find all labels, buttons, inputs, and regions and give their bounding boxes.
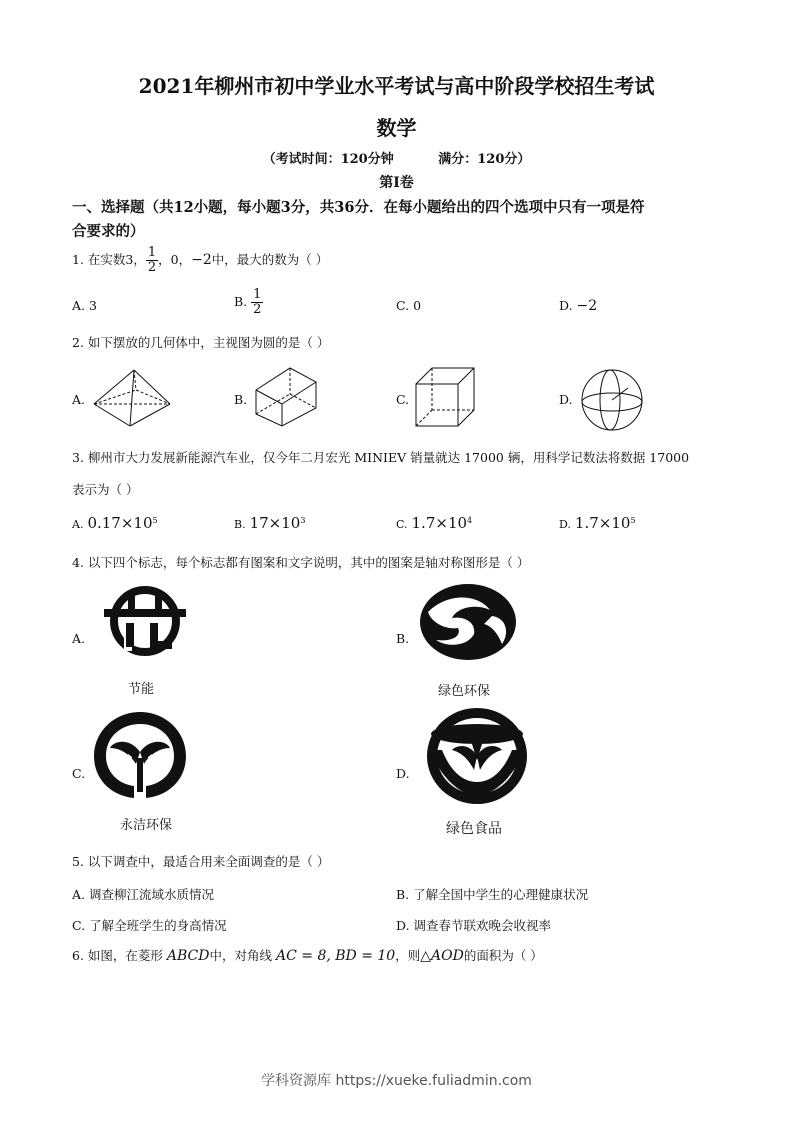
q3-option-b-exp: 3	[300, 515, 306, 525]
exam-score: 满分：120分）	[438, 152, 531, 167]
q6-stem-b: 中，对角线	[209, 948, 273, 963]
q3-option-b-label: B.	[234, 518, 246, 531]
section-line-1: 一、选择题（共12小题，每小题3分，共36分．在每小题给出的四个选项中只有一项是符	[72, 199, 645, 216]
energy-saving-logo-icon	[98, 585, 192, 657]
q2-option-d-label[interactable]: D.	[559, 392, 573, 407]
cube-figure	[414, 366, 476, 428]
q5-option-d[interactable]: D. 调查春节联欢晚会收视率	[396, 918, 552, 933]
q3-option-a-base: 0.17×10	[87, 514, 153, 532]
q1-option-b-label: B.	[234, 294, 248, 309]
footer-watermark: 学科资源库 https://xueke.fuliadmin.com	[261, 1073, 532, 1089]
volume-label: 第Ⅰ卷	[379, 175, 414, 191]
exam-time: （考试时间：120分钟	[262, 152, 394, 167]
q4-caption-d: 绿色食品	[446, 821, 502, 837]
q3-option-d[interactable]	[559, 514, 636, 532]
q2-stem: 2. 如下摆放的几何体中，主视图为圆的是（ ）	[72, 335, 330, 350]
q1-frac-den: 2	[147, 260, 157, 275]
q3-option-c-base: 1.7×10	[411, 514, 468, 532]
green-food-logo-icon	[422, 704, 532, 808]
q1-neg2: −2	[191, 252, 212, 268]
q6-condition: AC = 8, BD = 10	[276, 948, 396, 964]
q1-option-c[interactable]: C. 0	[396, 298, 422, 313]
q5-option-a[interactable]: A. 调查柳江流域水质情况	[72, 887, 214, 902]
q2-option-c-label[interactable]: C.	[396, 392, 410, 407]
q3-option-a[interactable]	[72, 514, 158, 532]
q2-option-b-label[interactable]: B.	[234, 392, 248, 407]
q1-option-d-label: D.	[559, 298, 573, 313]
q2-option-a-label[interactable]: A.	[72, 392, 86, 407]
q1-option-d[interactable]	[559, 298, 597, 314]
q1-option-b-num: 1	[253, 287, 262, 302]
q4-caption-c: 永洁环保	[120, 818, 173, 833]
green-environment-logo-icon	[418, 582, 518, 662]
subject-title: 数学	[376, 116, 417, 140]
section-line-2: 合要求的）	[72, 223, 145, 240]
q4-caption-a: 节能	[128, 682, 155, 697]
q6-stem-d: 的面积为（ ）	[463, 948, 543, 963]
q4-option-d-label[interactable]: D.	[396, 766, 410, 781]
q4-option-b-label[interactable]: B.	[396, 631, 410, 646]
prism-figure	[254, 364, 320, 430]
q3-option-c[interactable]	[396, 514, 472, 532]
q3-stem-line-2: 表示为（ ）	[72, 482, 139, 497]
q3-option-b-base: 17×10	[249, 514, 301, 532]
clean-environment-logo-icon	[90, 708, 190, 808]
pyramid-figure	[92, 368, 174, 432]
q3-option-a-label: A.	[72, 518, 84, 531]
q3-option-c-exp: 4	[467, 515, 473, 525]
q1-frac-num: 1	[147, 245, 157, 260]
q5-option-c[interactable]: C. 了解全班学生的身高情况	[72, 918, 227, 933]
q1-option-a[interactable]: A. 3	[72, 298, 97, 313]
q3-option-a-exp: 5	[152, 515, 158, 525]
q1-stem-a: 1. 在实数3，	[72, 252, 146, 267]
q4-caption-b: 绿色环保	[438, 684, 491, 699]
q3-option-d-label: D.	[559, 518, 571, 531]
q3-option-c-label: C.	[396, 518, 408, 531]
exam-info	[0, 148, 793, 167]
q6-stem	[72, 946, 543, 964]
q5-option-b[interactable]: B. 了解全国中学生的心理健康状况	[396, 887, 589, 902]
q6-triangle: △AOD	[420, 948, 464, 964]
q1-option-b-den: 2	[253, 302, 262, 317]
q6-stem-c: ，则	[395, 948, 421, 963]
q6-stem-a: 6. 如图，在菱形	[72, 948, 163, 963]
q1-option-d-value: −2	[576, 298, 598, 314]
q4-option-c-label[interactable]: C.	[72, 766, 86, 781]
sphere-figure	[580, 368, 644, 432]
q1-stem	[72, 246, 328, 275]
q3-stem-line-1: 3. 柳州市大力发展新能源汽车业，仅今年二月宏光 MINIEV 销量就达 17000 辆，用科学记数法将数据 17000	[72, 450, 690, 465]
q1-option-b-fraction	[251, 288, 263, 317]
q3-option-d-base: 1.7×10	[574, 514, 631, 532]
q4-stem: 4. 以下四个标志，每个标志都有图案和文字说明，其中的图案是轴对称图形是（ ）	[72, 555, 530, 570]
q5-stem: 5. 以下调查中，最适合用来全面调查的是（ ）	[72, 854, 330, 869]
q4-option-a-label[interactable]: A.	[72, 631, 86, 646]
q1-stem-b: ，0，	[158, 252, 192, 267]
exam-title: 2021年柳州市初中学业水平考试与高中阶段学校招生考试	[138, 74, 655, 98]
section-heading	[72, 196, 732, 244]
q1-fraction	[146, 246, 158, 275]
q3-option-b[interactable]	[234, 514, 305, 532]
q1-stem-c: 中，最大的数为（ ）	[211, 252, 329, 267]
q3-option-d-exp: 5	[630, 515, 636, 525]
q6-rhombus-name: ABCD	[166, 948, 210, 964]
q1-option-b[interactable]	[234, 288, 263, 317]
